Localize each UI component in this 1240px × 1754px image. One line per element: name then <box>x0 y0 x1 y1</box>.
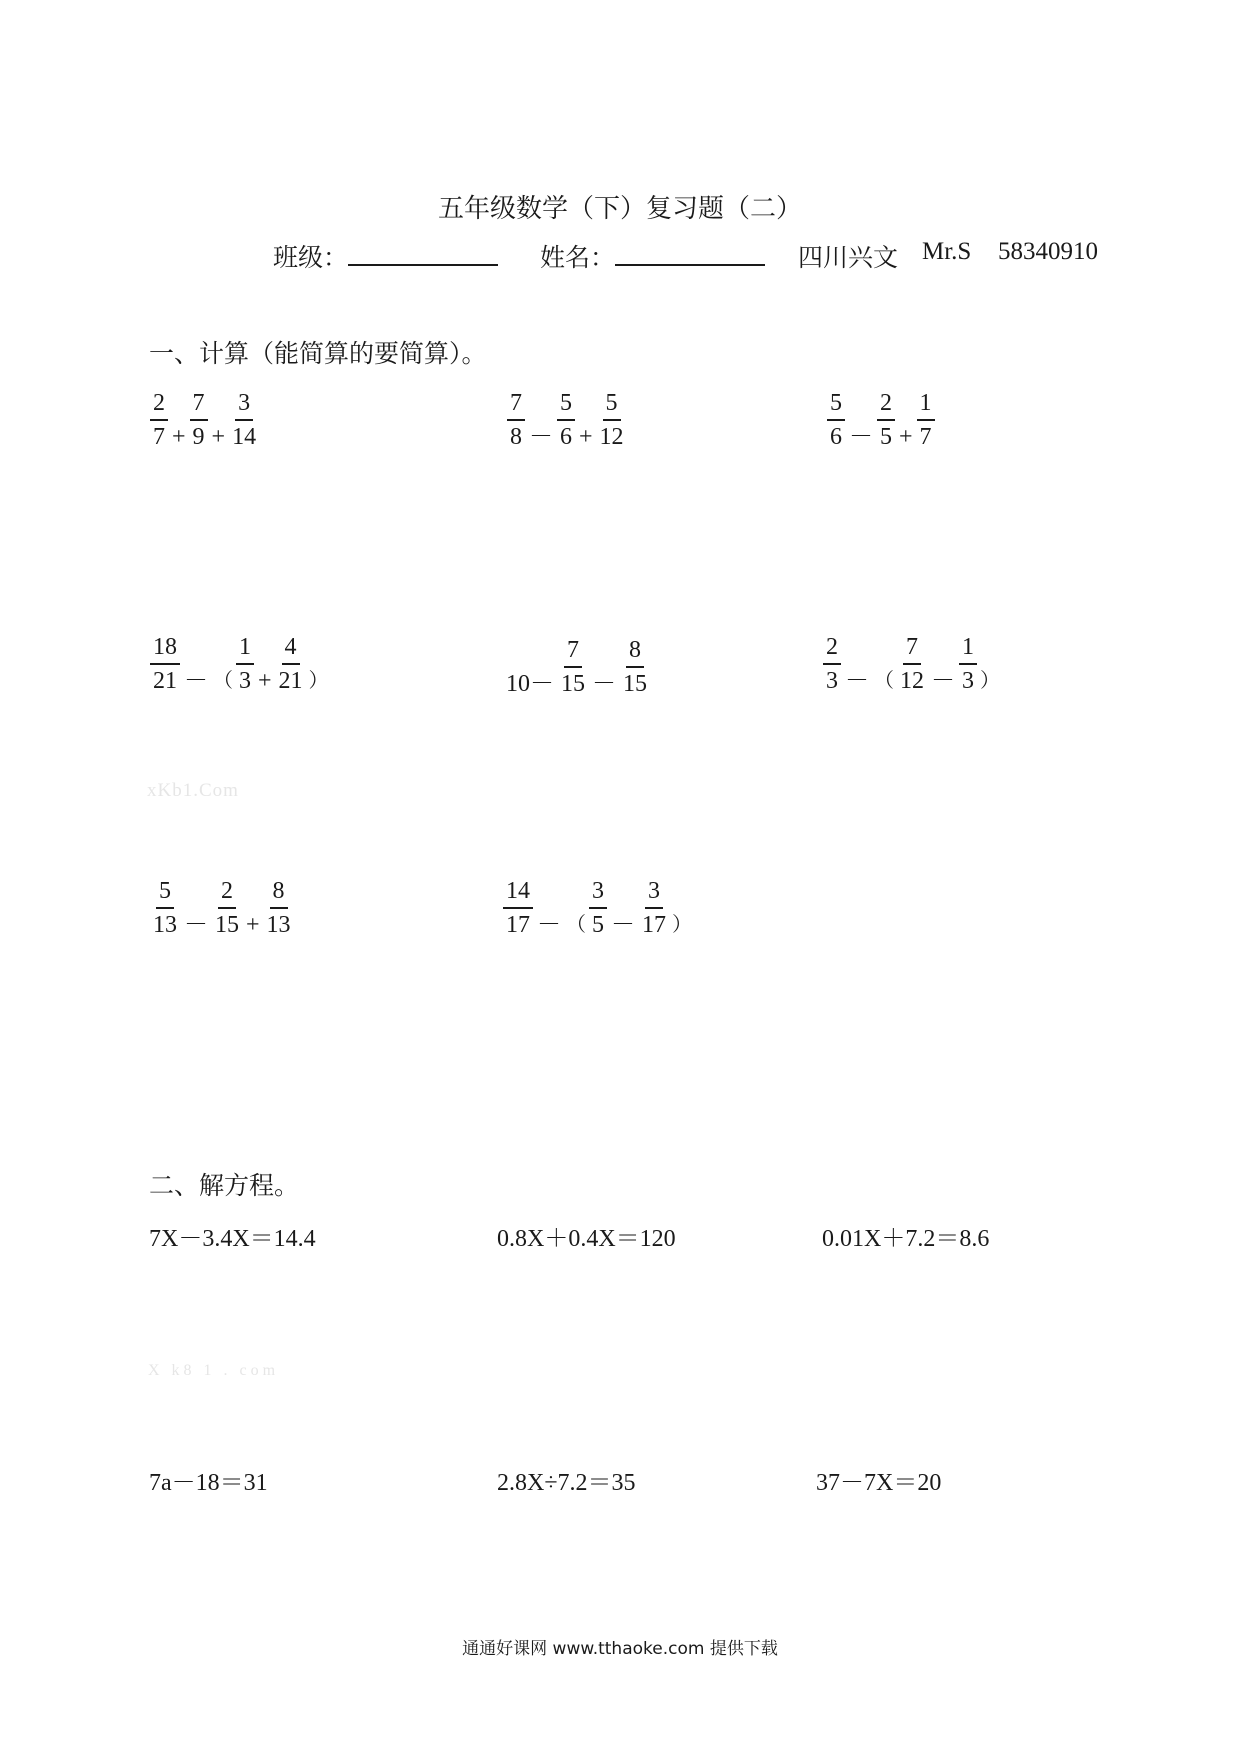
operator: － <box>931 668 955 694</box>
operator: + <box>246 912 260 938</box>
fraction: $\frac{8}{15}$ <box>623 637 647 697</box>
fraction: $\frac{5}{12}$ <box>599 390 624 450</box>
equation-6: 37－7X＝20 <box>816 1470 942 1496</box>
fraction: $\frac{1}{7}$ <box>917 389 935 451</box>
operator: － <box>537 912 561 938</box>
fraction: $\frac{7}{15}$ <box>561 637 585 697</box>
calc-problem-6 <box>822 629 1002 695</box>
operator: + <box>579 424 593 450</box>
fraction: $\frac{2}{7}$ <box>150 389 168 451</box>
fraction: $\frac{7}{9}$ <box>190 389 208 451</box>
operator: － <box>592 671 616 697</box>
equation-1: 7X－3.4X＝14.4 <box>149 1226 316 1252</box>
calc-problem-2 <box>506 385 628 451</box>
operator: + <box>172 424 186 450</box>
class-field <box>273 238 498 274</box>
calc-problem-8 <box>502 873 694 939</box>
calc-problem-1 <box>149 385 260 451</box>
fraction: $\frac{7}{12}$ <box>900 634 924 694</box>
fraction: $\frac{8}{13}$ <box>266 878 291 938</box>
left-paren: （ <box>566 914 586 936</box>
equation-2: 0.8X＋0.4X＝120 <box>497 1226 676 1252</box>
header-source: 四川兴文 <box>798 245 899 272</box>
fraction: $\frac{3}{14}$ <box>232 390 257 450</box>
leading-term: 10－ <box>506 671 554 697</box>
name-label: 姓名： <box>540 245 616 272</box>
fraction: $\frac{1}{3}$ <box>959 633 977 695</box>
fraction: $\frac{4}{21}$ <box>278 634 303 694</box>
operator: + <box>899 424 913 450</box>
left-paren: （ <box>213 670 233 692</box>
header-teacher: Mr.S <box>922 238 972 265</box>
fraction: $\frac{5}{6}$ <box>827 389 845 451</box>
right-paren: ） <box>980 670 1000 692</box>
calc-problem-7 <box>149 873 295 939</box>
operator: － <box>184 668 208 694</box>
operator: + <box>258 668 272 694</box>
class-blank[interactable] <box>348 242 498 266</box>
fraction: $\frac{7}{8}$ <box>507 389 525 451</box>
page-title: 五年级数学（下）复习题（二） <box>437 194 802 223</box>
footer-credit: 通通好课网 www.tthaoke.com 提供下载 <box>462 1639 778 1659</box>
fraction: $\frac{1}{3}$ <box>236 633 254 695</box>
equation-5: 2.8X÷7.2＝35 <box>497 1470 636 1496</box>
left-paren: （ <box>874 670 894 692</box>
section2-heading: 二、解方程。 <box>149 1173 300 1200</box>
operator: － <box>849 424 873 450</box>
fraction: $\frac{3}{17}$ <box>642 878 666 938</box>
calc-problem-5 <box>503 632 651 698</box>
operator: － <box>611 912 635 938</box>
class-label: 班级： <box>273 245 349 272</box>
calc-problem-4 <box>149 629 331 695</box>
operator: － <box>529 424 553 450</box>
fraction: $\frac{2}{15}$ <box>215 878 239 938</box>
section1-heading: 一、计算（能简算的要简算）。 <box>149 341 487 368</box>
watermark: X k8 1 . com <box>148 1362 280 1379</box>
fraction: $\frac{2}{3}$ <box>823 633 841 695</box>
watermark: xKb1.Com <box>147 780 239 801</box>
fraction: $\frac{5}{6}$ <box>557 389 575 451</box>
fraction: $\frac{5}{13}$ <box>153 878 177 938</box>
name-blank[interactable] <box>615 242 765 266</box>
fraction: $\frac{2}{5}$ <box>877 389 895 451</box>
calc-problem-3 <box>826 385 936 451</box>
equation-3: 0.01X＋7.2＝8.6 <box>822 1226 990 1252</box>
operator: － <box>184 912 208 938</box>
header-number: 58340910 <box>998 238 1098 265</box>
right-paren: ） <box>308 670 329 692</box>
equation-4: 7a－18＝31 <box>149 1470 268 1496</box>
operator: + <box>211 424 226 450</box>
fraction: $\frac{3}{5}$ <box>589 877 607 939</box>
name-field <box>540 238 765 274</box>
fraction: $\frac{14}{17}$ <box>503 877 533 939</box>
fraction: $\frac{18}{21}$ <box>150 633 180 695</box>
right-paren: ） <box>672 914 692 936</box>
operator: － <box>845 668 869 694</box>
